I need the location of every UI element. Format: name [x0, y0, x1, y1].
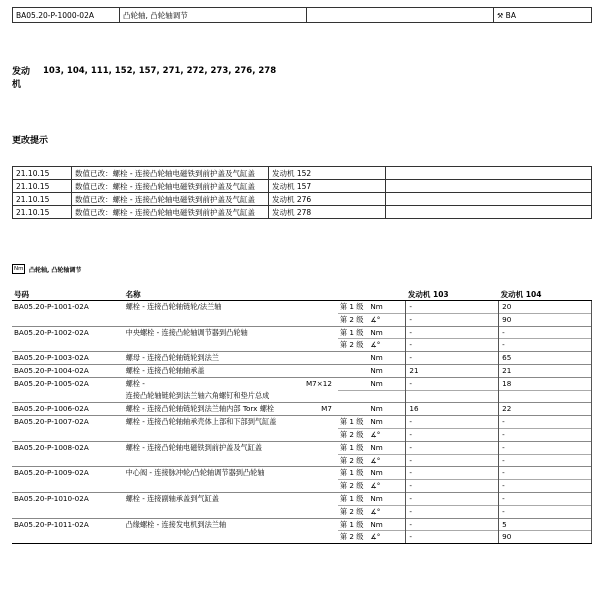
change-date: 21.10.15 [13, 167, 72, 180]
spec-value-104: 21 [499, 364, 592, 377]
spec-name [124, 480, 338, 493]
brand-cell [494, 8, 592, 23]
spec-value-104: - [499, 480, 592, 493]
spec-row [12, 364, 592, 377]
spec-stage: 第 1 级 [338, 326, 368, 339]
spec-name [124, 390, 338, 403]
spec-value-104: - [499, 467, 592, 480]
spec-row [12, 377, 592, 390]
spec-number: BA05.20-P-1009-02A [12, 467, 124, 480]
spec-number: BA05.20-P-1005-02A [12, 377, 124, 390]
spec-name [124, 301, 338, 314]
spec-stage: 第 1 级 [338, 441, 368, 454]
spec-number: BA05.20-P-1004-02A [12, 364, 124, 377]
spec-value-103: 21 [406, 364, 499, 377]
spec-value-103 [406, 390, 499, 403]
spec-size: M7×12 [305, 378, 332, 388]
col-name-header: 名称 [124, 289, 338, 301]
spec-row [12, 480, 592, 493]
spec-stage: 第 2 级 [338, 313, 368, 326]
spec-unit: Nm [368, 326, 406, 339]
changes-title: 更改提示 [12, 136, 49, 146]
spec-unit: Nm [368, 416, 406, 429]
col-e104-header: 发动机 104 [499, 289, 592, 301]
spec-row [12, 492, 592, 505]
change-empty [386, 193, 592, 206]
spec-name-text: 螺栓 - 连接凸轮轴电磁铁到前护盖及气缸盖 [125, 442, 263, 452]
change-text: 数值已改：螺栓 - 连接凸轮轴电磁铁到前护盖及气缸盖 [72, 206, 269, 219]
spec-name-text: 连接凸轮轴链轮到法兰轴六角螺钉和垫片总成 [125, 391, 270, 401]
spec-value-104: 65 [499, 352, 592, 365]
spec-number: BA05.20-P-1001-02A [12, 301, 124, 314]
spec-value-104: - [499, 339, 592, 352]
spec-stage [338, 352, 368, 365]
spec-number [12, 531, 124, 544]
spec-name-text: 螺栓 - 连接副轴承盖到气缸盖 [125, 493, 219, 503]
spec-stage: 第 2 级 [338, 339, 368, 352]
spec-row [12, 518, 592, 531]
spec-name-text: 螺栓 - 连接凸轮轴链轮/法兰轴 [125, 302, 222, 311]
spec-stage: 第 1 级 [338, 301, 368, 314]
spec-value-104: - [499, 416, 592, 429]
spec-number: BA05.20-P-1003-02A [12, 352, 124, 365]
spec-value-104: - [499, 505, 592, 518]
section-title: 凸轮轴, 凸轮轴调节 [29, 267, 82, 274]
nm-badge: Nm [14, 266, 24, 272]
spec-name [124, 416, 338, 429]
spec-stage: 第 1 级 [338, 467, 368, 480]
brand-label: BA [505, 10, 516, 20]
spec-name [124, 441, 338, 454]
spec-name-text: 螺栓 - 连接凸轮轴链轮到法兰轴内部 Torx 螺栓 [125, 404, 275, 414]
spec-value-104 [499, 390, 592, 403]
spec-row [12, 505, 592, 518]
spec-value-104: - [499, 428, 592, 441]
col-stage-header [338, 289, 368, 301]
spec-name [124, 377, 338, 390]
spec-value-104: 18 [499, 377, 592, 390]
spec-value-103: - [406, 352, 499, 365]
torque-spec-table [12, 289, 592, 544]
engine-label-text: 发动机 [12, 67, 31, 90]
spec-value-104: 90 [499, 531, 592, 544]
change-engine: 发动机 157 [269, 180, 386, 193]
spec-name [124, 352, 338, 365]
spec-number [12, 480, 124, 493]
spec-value-103: - [406, 467, 499, 480]
spec-unit [368, 390, 406, 403]
spec-number [12, 505, 124, 518]
spec-unit: ∡° [368, 313, 406, 326]
spec-value-103: - [406, 377, 499, 390]
col-e103-header: 发动机 103 [406, 289, 499, 301]
spec-stage: 第 2 级 [338, 505, 368, 518]
spec-value-103: - [406, 339, 499, 352]
spec-row [12, 441, 592, 454]
change-empty [386, 206, 592, 219]
spec-number: BA05.20-P-1006-02A [12, 403, 124, 416]
spec-name [124, 428, 338, 441]
spec-row [12, 428, 592, 441]
spec-name [124, 326, 338, 339]
change-empty [386, 167, 592, 180]
spec-name [124, 339, 338, 352]
engine-label [12, 66, 38, 92]
spec-value-104: - [499, 326, 592, 339]
wrench-icon: ⚒ [497, 11, 504, 20]
spec-value-103: - [406, 480, 499, 493]
spec-name-text: 中央螺栓 - 连接凸轮轴调节器到凸轮轴 [125, 327, 248, 337]
spec-value-103: - [406, 531, 499, 544]
spec-unit: ∡° [368, 428, 406, 441]
spec-row [12, 416, 592, 429]
spec-unit: Nm [368, 518, 406, 531]
spec-value-104: - [499, 492, 592, 505]
spec-unit: ∡° [368, 454, 406, 467]
spec-number: BA05.20-P-1007-02A [12, 416, 124, 429]
spec-name-text: 凸缘螺栓 - 连接发电机到法兰轴 [125, 519, 227, 529]
change-engine: 发动机 152 [269, 167, 386, 180]
spec-stage [338, 377, 368, 390]
spec-unit: ∡° [368, 531, 406, 544]
doc-title: 凸轮轴, 凸轮轴调节 [120, 8, 307, 23]
spec-value-104: 90 [499, 313, 592, 326]
spec-stage: 第 2 级 [338, 480, 368, 493]
spec-name [124, 313, 338, 326]
spec-row [12, 339, 592, 352]
spec-value-103: - [406, 492, 499, 505]
spec-name-text: 螺栓 - 连接凸轮轴轴承壳体上部和下部到气缸盖 [125, 417, 277, 427]
spec-stage: 第 2 级 [338, 428, 368, 441]
spec-stage: 第 2 级 [338, 531, 368, 544]
change-text: 数值已改：螺栓 - 连接凸轮轴电磁铁到前护盖及气缸盖 [72, 167, 269, 180]
spec-value-103: - [406, 454, 499, 467]
spec-number: BA05.20-P-1011-02A [12, 518, 124, 531]
spec-name [124, 454, 338, 467]
spec-unit: Nm [368, 377, 406, 390]
spec-value-103: - [406, 313, 499, 326]
spec-name-text: 中心阀 - 连接脉冲轮/凸轮轴调节器到凸轮轴 [125, 468, 265, 478]
spec-value-103: - [406, 416, 499, 429]
change-date: 21.10.15 [13, 180, 72, 193]
change-engine: 发动机 276 [269, 193, 386, 206]
spec-name-text: 螺栓 - [125, 378, 145, 388]
spec-value-103: 16 [406, 403, 499, 416]
change-empty [386, 180, 592, 193]
spec-row [12, 326, 592, 339]
spec-number [12, 390, 124, 403]
spec-value-103: - [406, 441, 499, 454]
spec-number [12, 454, 124, 467]
spec-value-103: - [406, 518, 499, 531]
spec-name-text: 螺栓 - 连接凸轮轴轴承盖 [125, 365, 205, 375]
spec-name [124, 531, 338, 544]
spec-number [12, 428, 124, 441]
change-row [13, 180, 592, 193]
spec-unit: Nm [368, 441, 406, 454]
spec-value-103: - [406, 505, 499, 518]
spec-number [12, 313, 124, 326]
spec-size: M7 [321, 404, 332, 414]
spec-unit: Nm [368, 352, 406, 365]
change-row [13, 206, 592, 219]
spec-header-row [12, 289, 592, 301]
change-row [13, 167, 592, 180]
spec-name-text: 螺母 - 连接凸轮轴链轮到法兰 [125, 353, 219, 363]
spec-value-104: 20 [499, 301, 592, 314]
spec-row [12, 531, 592, 544]
spec-unit: Nm [368, 467, 406, 480]
spec-stage: 第 2 级 [338, 454, 368, 467]
spec-unit: Nm [368, 301, 406, 314]
spec-unit: Nm [368, 403, 406, 416]
spec-number [12, 339, 124, 352]
change-text: 数值已改：螺栓 - 连接凸轮轴电磁铁到前护盖及气缸盖 [72, 193, 269, 206]
spec-stage: 第 1 级 [338, 416, 368, 429]
spec-value-104: 22 [499, 403, 592, 416]
spec-row [12, 454, 592, 467]
header-empty-cell [307, 8, 494, 23]
spec-stage [338, 364, 368, 377]
spec-value-103: - [406, 301, 499, 314]
engine-list: 103, 104, 111, 152, 157, 271, 272, 273, 276, 278 [43, 66, 277, 76]
spec-number: BA05.20-P-1002-02A [12, 326, 124, 339]
change-text: 数值已改：螺栓 - 连接凸轮轴电磁铁到前护盖及气缸盖 [72, 180, 269, 193]
spec-value-104: - [499, 441, 592, 454]
spec-stage [338, 403, 368, 416]
spec-unit: Nm [368, 492, 406, 505]
spec-row [12, 313, 592, 326]
spec-unit: ∡° [368, 480, 406, 493]
doc-id: BA05.20-P-1000-02A [13, 8, 120, 23]
spec-row [12, 352, 592, 365]
spec-name [124, 403, 338, 416]
change-date: 21.10.15 [13, 193, 72, 206]
spec-row [12, 467, 592, 480]
spec-stage: 第 1 级 [338, 492, 368, 505]
spec-row [12, 390, 592, 403]
spec-row [12, 403, 592, 416]
spec-name [124, 492, 338, 505]
spec-unit: ∡° [368, 505, 406, 518]
spec-name [124, 505, 338, 518]
spec-value-104: - [499, 454, 592, 467]
changes-table [12, 166, 592, 219]
spec-number: BA05.20-P-1010-02A [12, 492, 124, 505]
spec-stage: 第 1 级 [338, 518, 368, 531]
spec-value-103: - [406, 326, 499, 339]
spec-value-103: - [406, 428, 499, 441]
col-number-header: 号码 [12, 289, 124, 301]
document-header [12, 7, 592, 23]
spec-unit: Nm [368, 364, 406, 377]
spec-value-104: 5 [499, 518, 592, 531]
spec-name [124, 518, 338, 531]
spec-name [124, 467, 338, 480]
spec-name [124, 364, 338, 377]
spec-row [12, 301, 592, 314]
spec-unit: ∡° [368, 339, 406, 352]
change-row [13, 193, 592, 206]
col-unit-header [368, 289, 406, 301]
spec-number: BA05.20-P-1008-02A [12, 441, 124, 454]
change-date: 21.10.15 [13, 206, 72, 219]
change-engine: 发动机 278 [269, 206, 386, 219]
spec-stage [338, 390, 368, 403]
